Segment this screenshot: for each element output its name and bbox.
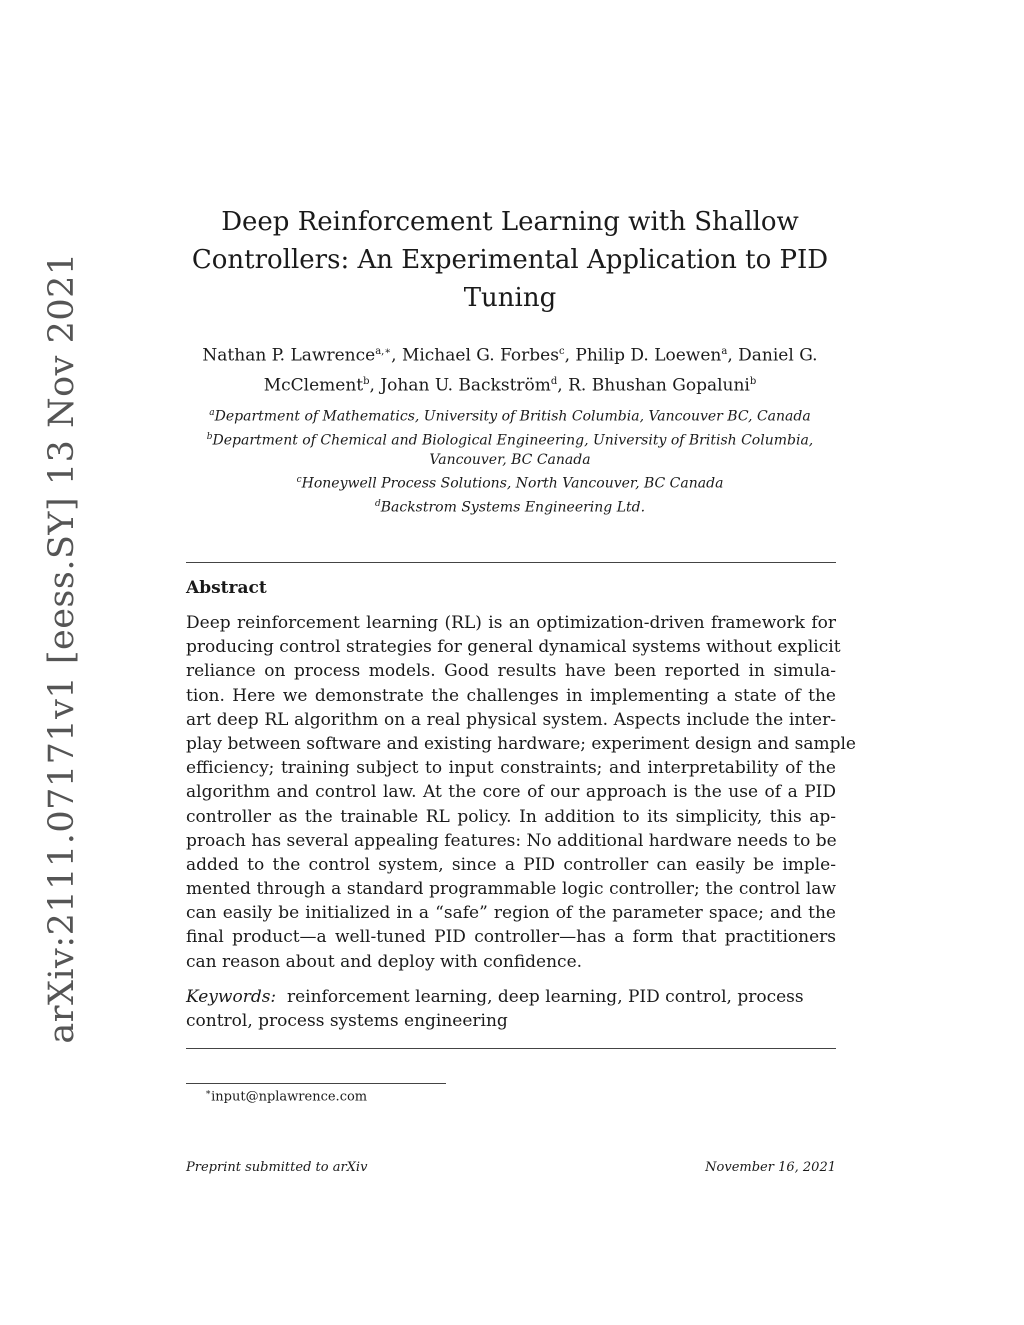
abstract-line: art deep RL algorithm on a real physical system. Aspects include the inter-: [186, 709, 836, 730]
arxiv-identifier: arXiv:2111.07171v1 [eess.SY] 13 Nov 2021: [42, 252, 82, 1044]
footer-preprint-note: Preprint submitted to arXiv: [186, 1160, 368, 1175]
affiliation: [180, 403, 840, 427]
author-line: Nathan P. Lawrence$^{a,∗}$, Michael G. Forbes$^c$, Philip D. Loewen$^a$, Daniel G.: [202, 345, 818, 366]
affiliation-mark: c: [296, 475, 302, 486]
abstract-line: added to the control system, since a PID controller can easily be imple-: [186, 854, 836, 875]
author-list: [180, 339, 840, 398]
affiliation-mark: d: [374, 498, 381, 509]
keywords-label: Keywords:: [186, 987, 277, 1007]
author-affiliation-mark: a,∗: [375, 346, 392, 357]
author-name: Philip D. Loewen: [575, 345, 722, 366]
affiliation-mark: a: [209, 408, 215, 418]
abstract-line: Deep reinforcement learning (RL) is an optimization-driven framework for: [186, 613, 836, 633]
footnote-mark: ∗: [205, 1088, 212, 1098]
author-affiliation-mark: a: [721, 346, 728, 357]
author-name-part: Daniel G.: [738, 345, 818, 366]
keywords-line: [186, 985, 836, 1009]
footer-date: November 16, 2021: [705, 1160, 836, 1175]
footnote-rule: [186, 1083, 446, 1084]
author-name: Michael G. Forbes: [401, 345, 559, 366]
author-affiliation-mark: b: [749, 375, 757, 387]
author-name: R. Bhushan Gopaluni: [568, 375, 750, 396]
abstract-line: efficiency; training subject to input constraints; and interpretability of the: [186, 758, 836, 779]
affiliation-list: [180, 403, 840, 518]
abstract-heading: Abstract: [186, 578, 267, 598]
author-affiliation-mark: d: [550, 375, 558, 387]
abstract-line: mented through a standard programmable logic controller; the control law: [186, 879, 836, 900]
abstract-body: [186, 611, 856, 974]
abstract-line: play between software and existing hardware; experiment design and sample: [186, 733, 856, 754]
abstract-bottom-rule: [186, 1048, 836, 1049]
footnote: [205, 1088, 367, 1104]
title-line: Deep Reinforcement Learning with Shallow: [221, 207, 799, 237]
keywords-line: control, process systems engineering: [186, 1011, 508, 1031]
abstract-line: final product—a well-tuned PID controller—has a form that practitioners: [186, 927, 836, 948]
abstract-line: controller as the trainable RL policy. In addition to its simplicity, this ap-: [186, 806, 836, 827]
author-affiliation-mark: b: [363, 375, 370, 387]
abstract-line: proach has several appealing features: No additional hardware needs to be: [186, 830, 837, 851]
keywords-text: reinforcement learning, deep learning, PID control, process: [286, 987, 804, 1007]
page-footer: [186, 1160, 836, 1175]
affiliation-text: Backstrom Systems Engineering Ltd.: [380, 499, 646, 516]
abstract-line: can easily be initialized in a “safe” region of the parameter space; and the: [186, 903, 836, 924]
abstract-line: tion. Here we demonstrate the challenges in implementing a state of the: [186, 685, 836, 706]
title-line: Tuning: [463, 283, 557, 313]
paper-title: [185, 203, 835, 317]
affiliation: [180, 470, 840, 494]
affiliation-text-part: Department of Chemical and Biological Engineering, University of British Columbia,: [212, 432, 814, 449]
keywords: [186, 985, 836, 1033]
footnote-email: input@nplawrence.com: [211, 1089, 368, 1105]
author-name: Nathan P. Lawrence: [202, 345, 376, 366]
title-line: Controllers: An Experimental Application to PID: [191, 245, 829, 275]
abstract-line: reliance on process models. Good results have been reported in simula-: [186, 661, 836, 682]
author-name-part: McClement: [263, 375, 364, 396]
affiliation-text: Department of Mathematics, University of British Columbia, Vancouver BC, Canada: [214, 408, 811, 425]
abstract-top-rule: [186, 562, 836, 563]
affiliation: [180, 427, 840, 451]
author-affiliation-mark: c: [558, 346, 565, 357]
affiliation-continuation: Vancouver, BC Canada: [429, 452, 591, 469]
affiliation-text: Honeywell Process Solutions, North Vancouver, BC Canada: [301, 475, 724, 492]
abstract-line: can reason about and deploy with confidence.: [186, 951, 583, 972]
affiliation-mark: b: [206, 431, 213, 442]
abstract-line: algorithm and control law. At the core of our approach is the use of a PID: [186, 782, 836, 803]
author-name: Johan U. Backström: [380, 375, 551, 396]
abstract-line: producing control strategies for general dynamical systems without explicit: [186, 637, 841, 658]
affiliation: [180, 494, 840, 518]
author-line: McClement$^b$, Johan U. Backström$^d$, R. Bhushan Gopaluni$^b$: [263, 375, 757, 396]
